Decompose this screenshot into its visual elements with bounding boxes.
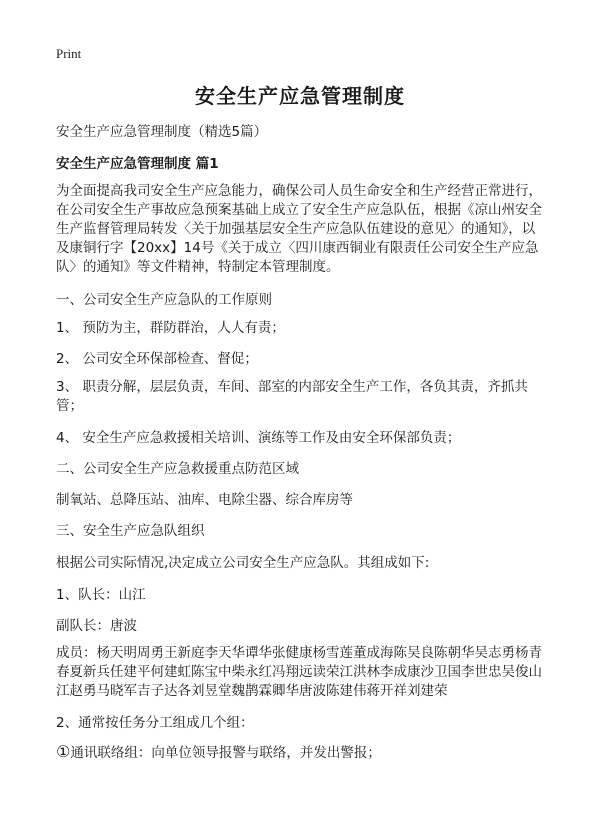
group-item-1-text: 通讯联络组：向单位领导报警与联络，并发出警报；: [70, 745, 381, 761]
groups-heading: 2、通常按任务分工组成几个组：: [56, 715, 254, 731]
circled-number-marker: ①: [56, 742, 71, 761]
team-leader: 1、队长：山江: [56, 587, 146, 603]
group-item-1: [56, 741, 381, 761]
deputy-leader: 副队长：唐波: [56, 618, 137, 634]
page-title: 安全生产应急管理制度: [195, 84, 405, 108]
heading-team-organization: 三、安全生产应急队组织: [56, 523, 205, 539]
intro-paragraph: 为全面提高我司安全生产应急能力，确保公司人员生命安全和生产经营正常进行，在公司安全生产事故应急预案基础上成立了安全生产应急队伍，根据《凉山州安全生产监督管理局转发〈关于加强基层安全生产应急队伍建设的意见〉的通知》，以及康铜行字【20xx】14号《关于成立〈四川康西铜业有限责任公司安全生产应急队〉的通知》等文件精神，特制定本管理制度。: [56, 183, 542, 275]
heading-key-areas: 二、公司安全生产应急救援重点防范区域: [56, 461, 299, 477]
document-subtitle: 安全生产应急管理制度（精选5篇）: [56, 124, 268, 140]
print-label: Print: [56, 46, 82, 61]
principle-item-4: 4、 安全生产应急救援相关培训、演练等工作及由安全环保部负责；: [56, 430, 461, 446]
heading-work-principles: 一、公司安全生产应急队的工作原则: [56, 292, 272, 308]
organization-intro: 根据公司实际情况,决定成立公司安全生产应急队。其组成如下:: [56, 555, 430, 571]
team-members: 成员：杨天明周勇王新庭李天华谭华张健康杨雪莲董成海陈吴良陈朝华吴志勇杨青春夏新兵任建平何建虹陈宝中柴永红冯翔远读荣江洪林李成康沙卫国李世忠吴俊山江赵勇马晓军吉子达各刘昱堂魏鹊霖卿华唐波陈建伟蒋开祥刘建荣: [56, 645, 542, 699]
key-areas-list: 制氧站、总降压站、油库、电除尘器、综合库房等: [56, 492, 353, 508]
principle-item-1: 1、 预防为主，群防群治，人人有责；: [56, 320, 285, 336]
section-heading: 安全生产应急管理制度 篇1: [56, 156, 219, 172]
principle-item-3: 3、 职责分解，层层负责，车间、部室的内部安全生产工作，各负其责，齐抓共管；: [56, 379, 528, 414]
principle-item-2: 2、 公司安全环保部检查、督促；: [56, 351, 258, 367]
